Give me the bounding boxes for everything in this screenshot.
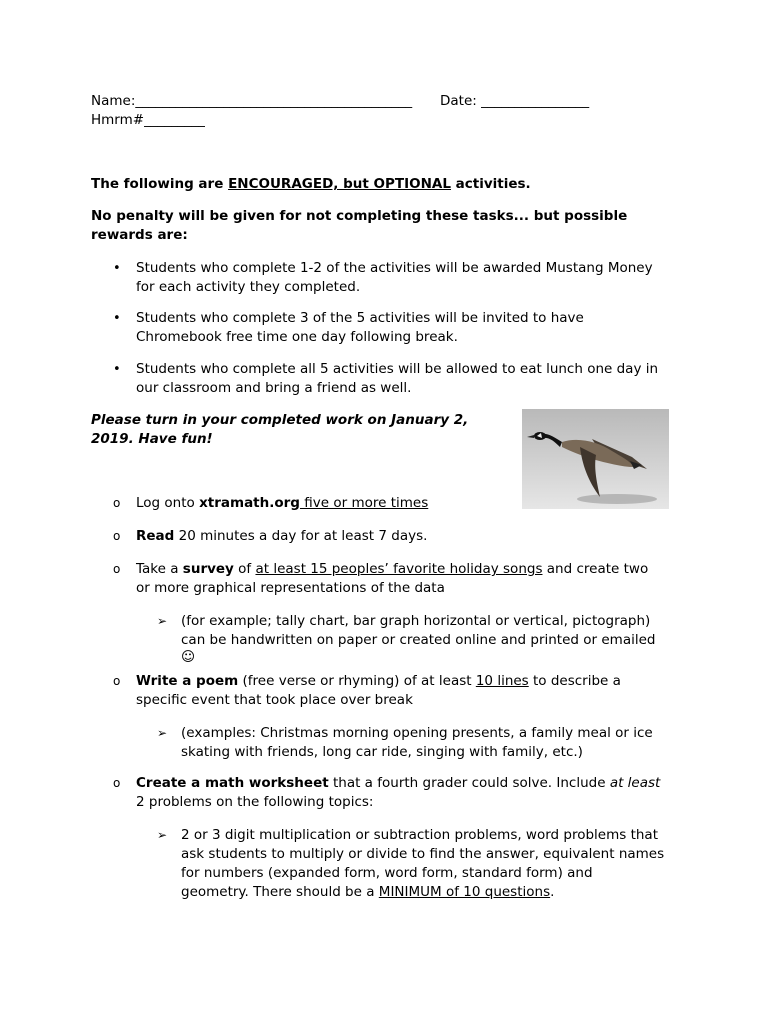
date-blank[interactable]: ________________	[481, 93, 590, 109]
date-line: Date: ________________	[440, 93, 590, 109]
arrow-bullet-icon: ➢	[157, 828, 168, 842]
name-blank[interactable]: _________________________________________	[135, 93, 413, 109]
arrow-bullet-icon: ➢	[157, 726, 168, 740]
arrow-bullet-icon: ➢	[157, 614, 168, 628]
circle-bullet-icon: o	[113, 496, 121, 510]
intro-encouraged: The following are ENCOURAGED, but OPTIONAL activities.	[91, 176, 531, 192]
circle-bullet-icon: o	[113, 776, 121, 790]
turn-in-note: Please turn in your completed work on January 2, 2019. Have fun!	[91, 412, 469, 447]
circle-bullet-icon: o	[113, 674, 121, 688]
goose-photo	[522, 409, 669, 509]
bullet-icon: •	[113, 261, 121, 276]
hmrm-blank[interactable]: _________	[144, 112, 205, 128]
xtramath-link[interactable]: xtramath.org	[199, 495, 300, 511]
name-line: Name:_________________________________________	[91, 93, 413, 109]
bullet-icon: •	[113, 311, 121, 326]
smiley-icon: ☺	[181, 649, 196, 665]
intro-penalty: No penalty will be given for not completing these tasks... but possible rewards are:	[91, 208, 628, 243]
bullet-icon: •	[113, 362, 121, 377]
circle-bullet-icon: o	[113, 529, 121, 543]
circle-bullet-icon: o	[113, 562, 121, 576]
hmrm-line: Hmrm#_________	[91, 112, 205, 128]
